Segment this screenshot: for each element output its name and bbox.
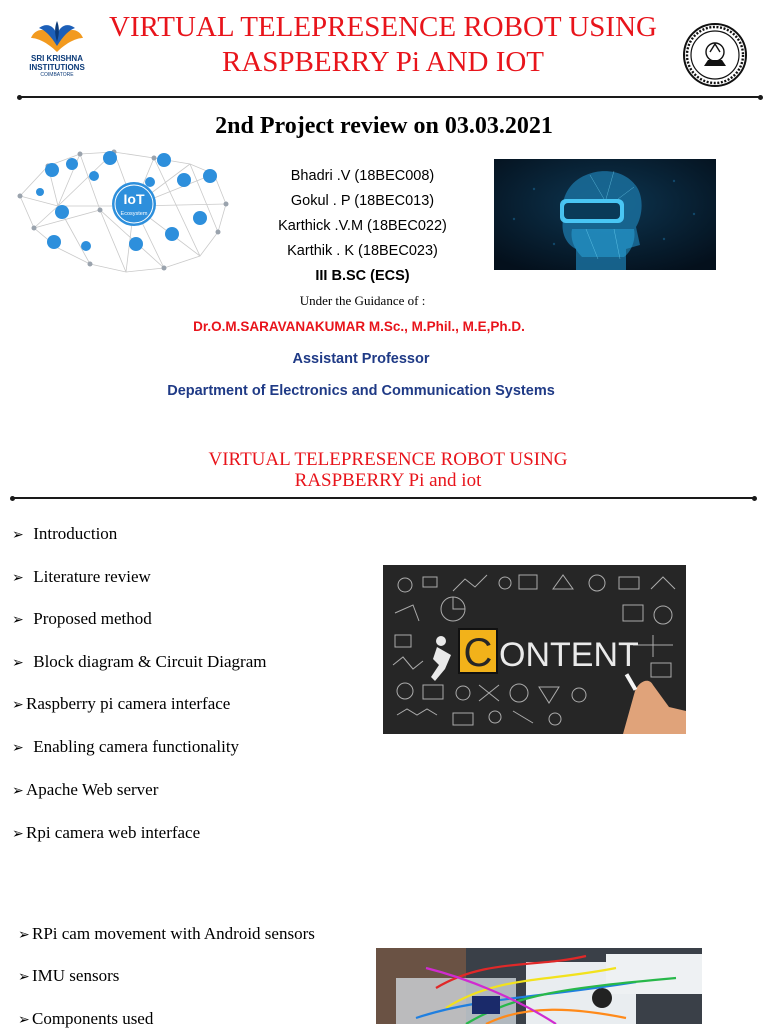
- bullet-item: ➢ Components used: [18, 1008, 153, 1031]
- slide2-title: [0, 449, 768, 491]
- iot-label: IoT: [123, 191, 145, 207]
- review-title: 2nd Project review on 03.03.2021: [215, 113, 553, 139]
- slide2-title-line1: VIRTUAL TELEPRESENCE ROBOT USING: [208, 449, 568, 470]
- arrow-bullet-icon: ➢: [12, 527, 24, 543]
- student-3: Karthick .V.M (18BEC022): [278, 218, 447, 234]
- main-title: [80, 10, 686, 80]
- bullet-item: ➢ Literature review: [12, 566, 151, 589]
- arrow-bullet-icon: ➢: [12, 570, 24, 586]
- book-logo-icon: [29, 20, 85, 54]
- arrow-bullet-icon: ➢: [18, 969, 30, 985]
- slide2-title-line2: RASPBERRY Pi and iot: [294, 470, 482, 491]
- logo-line3: COIMBATORE: [40, 72, 74, 78]
- arrow-bullet-icon: ➢: [12, 655, 24, 671]
- guide-department: Department of Electronics and Communication Systems: [167, 383, 555, 399]
- guide-name: Dr.O.M.SARAVANAKUMAR M.Sc., M.Phil., M.E,Ph.D.: [193, 319, 525, 334]
- bullet-item: ➢ IMU sensors: [18, 965, 119, 988]
- arrow-bullet-icon: ➢: [12, 783, 24, 799]
- logo-line2: INSTITUTIONS: [29, 63, 85, 72]
- iot-ecosystem-graphic: [14, 146, 232, 276]
- arrow-bullet-icon: ➢: [12, 612, 24, 628]
- logo-name: SRI KRISHNA: [30, 54, 83, 63]
- bullet-item: ➢ Rpi camera web interface: [12, 822, 200, 845]
- bullet-item: ➢ RPi cam movement with Android sensors: [18, 923, 315, 946]
- bullet-item: ➢ Introduction: [12, 523, 117, 546]
- arrow-bullet-icon: ➢: [18, 1012, 30, 1028]
- university-seal: [682, 22, 748, 88]
- student-1: Bhadri .V (18BEC008): [290, 168, 435, 184]
- vr-headset-image: [494, 159, 716, 270]
- class-name: III B.SC (ECS): [315, 268, 410, 284]
- header-divider: [19, 96, 761, 98]
- content-word: ONTENT: [499, 636, 639, 674]
- bullet-item: ➢ Apache Web server: [12, 779, 158, 802]
- bullet-item: ➢ Raspberry pi camera interface: [12, 693, 230, 716]
- iot-sublabel: Ecosystem: [120, 211, 148, 217]
- arrow-bullet-icon: ➢: [12, 697, 24, 713]
- main-title-line1: VIRTUAL TELEPRESENCE ROBOT USING: [109, 11, 657, 43]
- content-letter: C: [463, 631, 493, 675]
- arrow-bullet-icon: ➢: [12, 740, 24, 756]
- bullet-item: ➢ Enabling camera functionality: [12, 736, 239, 759]
- slide2-divider: [12, 497, 755, 499]
- arrow-bullet-icon: ➢: [18, 927, 30, 943]
- student-4: Karthik . K (18BEC023): [287, 243, 438, 259]
- arrow-bullet-icon: ➢: [12, 826, 24, 842]
- bullet-item: ➢ Proposed method: [12, 608, 152, 631]
- content-chalkboard-image: [383, 565, 686, 734]
- main-title-line2: RASPBERRY Pi AND IOT: [221, 46, 545, 78]
- guidance-label: Under the Guidance of :: [299, 293, 426, 308]
- circuit-photo: [376, 948, 702, 1024]
- student-list: [240, 164, 485, 289]
- student-2: Gokul . P (18BEC013): [290, 193, 435, 209]
- guide-designation: Assistant Professor: [292, 351, 430, 367]
- bullet-item: ➢ Block diagram & Circuit Diagram: [12, 651, 266, 674]
